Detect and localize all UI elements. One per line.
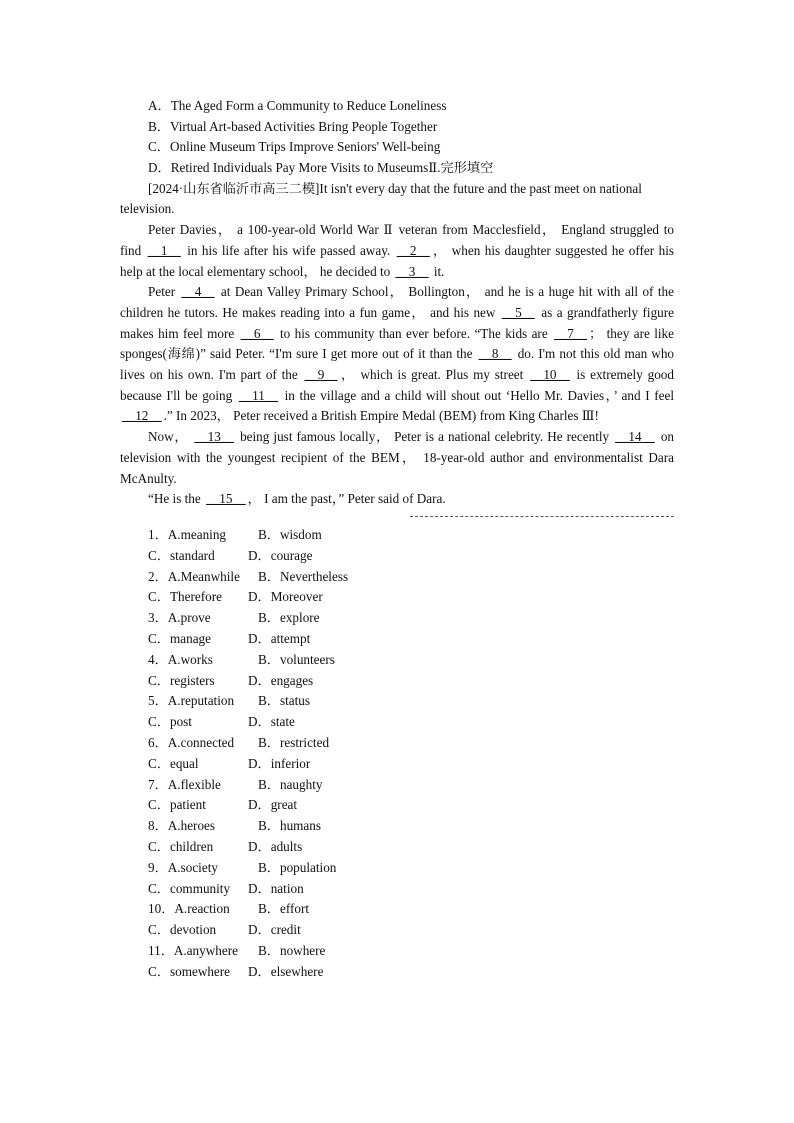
blank-5: __5__ [501,304,535,320]
option-10-d: D．credit [248,922,301,938]
passage-paragraph-2: Peter __4__ at Dean Valley Primary School， Bollington， and he is a huge hit with all of the children he tutors. He makes reading into a fun game， and his new __5__ as a grandfatherly figure makes him feel more __6__ to his community than ever before. “The kids are __7__ ； they are like sponges(海绵)” said Peter. “I'm sure I get more out of it than the __8__ do. I'm not this old man who lives on his own. I'm part of the __9__ ， which is great. Plus my street __10__ is extremely good because I'll be going __11__ in the village and a child will shout out ‘Hello Mr. Davies，’ and I feel __12__ .” In 2023， Peter received a British Empire Medal (BEM) from King Charles Ⅲ! [120,284,675,424]
question-6-options-cd [120,754,674,775]
option-5-a: 5．A.reputation [148,693,235,709]
prev-option-a: A．The Aged Form a Community to Reduce Loneliness [148,98,447,113]
question-2-options-cd [120,587,674,608]
blank-13: __13__ [194,429,234,445]
prev-option-b: B．Virtual Art-based Activities Bring People Together [148,118,438,134]
option-1-d: D．courage [248,547,313,563]
question-11-options-ab [120,941,674,962]
question-7-options-cd [120,795,674,816]
question-9-options-cd [120,879,674,900]
option-8-d: D．adults [248,838,303,854]
question-7-options-ab [120,775,674,796]
prev-option-c: C．Online Museum Trips Improve Seniors' Well-being [148,139,441,155]
option-2-d: D．Moreover [248,589,323,605]
option-4-a: 4．A.works [148,651,213,667]
option-11-c: C．somewhere [148,963,231,979]
dashed-divider [410,516,674,517]
blank-4: __4__ [181,284,215,300]
option-7-b: B．naughty [258,776,323,792]
option-7-c: C．patient [148,797,206,813]
passage-paragraph-4: “He is the __15__ ， I am the past，” Peter said of Dara. [148,491,446,507]
exam-page [120,96,674,983]
question-list [120,525,674,983]
question-10-options-cd [120,920,674,941]
question-8-options-ab [120,816,674,837]
blank-2: __2__ [396,242,430,258]
option-5-c: C．post [148,714,192,730]
question-5-options-cd [120,712,674,733]
option-9-c: C．community [148,880,231,896]
passage-paragraph-1: Peter Davies， a 100-year-old World War Ⅱ veteran from Macclesfield， England struggled to find __1__ in his life after his wife passed away. __2__ ， when his daughter suggested he offer his help at the local elementary school， he decided to __3__ it. [120,222,674,279]
option-4-b: B．volunteers [258,651,335,667]
option-3-c: C．manage [148,630,211,646]
passage-intro-cont: television. [120,201,175,217]
option-6-a: 6．A.connected [148,734,235,750]
question-3-options-ab [120,608,674,629]
blank-14: __14__ [615,429,655,445]
blank-3: __3__ [395,263,429,279]
option-4-c: C．registers [148,672,215,688]
option-6-d: D．inferior [248,755,311,771]
option-8-a: 8．A.heroes [148,818,216,834]
question-3-options-cd [120,629,674,650]
question-4-options-ab [120,650,674,671]
option-2-b: B．Nevertheless [258,568,349,584]
option-3-a: 3．A.prove [148,610,211,626]
passage-paragraph-3: Now， __13__ being just famous locally， Peter is a national celebrity. He recently __14__ on television with the youngest recipient of the BEM， 18-year-old author and environmentalist Dara McAnulty. [120,429,675,486]
option-3-d: D．attempt [248,630,311,646]
blank-1: __1__ [147,242,181,258]
option-1-b: B．wisdom [258,526,322,542]
question-1-options-ab [120,525,674,546]
option-5-d: D．state [248,714,295,730]
blank-12: __12__ [122,408,162,424]
blank-6: __6__ [240,325,274,341]
blank-8: __8__ [478,346,512,362]
option-6-b: B．restricted [258,734,330,750]
option-9-b: B．population [258,859,337,875]
option-10-a: 10．A.reaction [148,901,230,917]
blank-15: __15__ [206,491,246,507]
option-5-b: B．status [258,693,311,709]
option-9-a: 9．A.society [148,859,218,875]
blank-7: __7__ [554,325,588,341]
blank-9: __9__ [304,367,338,383]
question-8-options-cd [120,837,674,858]
option-11-d: D．elsewhere [248,963,324,979]
option-2-a: 2．A.Meanwhile [148,568,240,584]
question-1-options-cd [120,546,674,567]
question-2-options-ab [120,567,674,588]
passage-intro: [2024·山东省临沂市高三二模]It isn't every day that the future and the past meet on national [148,180,642,196]
blank-11: __11__ [238,387,278,403]
option-4-d: D．engages [248,672,314,688]
option-1-a: 1．A.meaning [148,526,227,542]
option-2-c: C．Therefore [148,589,222,605]
question-10-options-ab [120,899,674,920]
question-6-options-ab [120,733,674,754]
option-6-c: C．equal [148,755,199,771]
option-1-c: C．standard [148,547,215,563]
question-11-options-cd [120,962,674,983]
option-10-c: C．devotion [148,922,217,938]
option-9-d: D．nation [248,880,304,896]
option-7-a: 7．A.flexible [148,776,221,792]
blank-10: __10__ [530,367,570,383]
option-7-d: D．great [248,797,298,813]
option-3-b: B．explore [258,610,320,626]
question-4-options-cd [120,671,674,692]
question-9-options-ab [120,858,674,879]
prev-option-d-and-section-heading: D．Retired Individuals Pay More Visits to MuseumsⅡ.完形填空 [148,160,494,176]
option-8-c: C．children [148,838,214,854]
question-5-options-ab [120,691,674,712]
option-11-a: 11．A.anywhere [148,942,238,958]
option-8-b: B．humans [258,818,322,834]
option-11-b: B．nowhere [258,942,326,958]
option-10-b: B．effort [258,901,310,917]
